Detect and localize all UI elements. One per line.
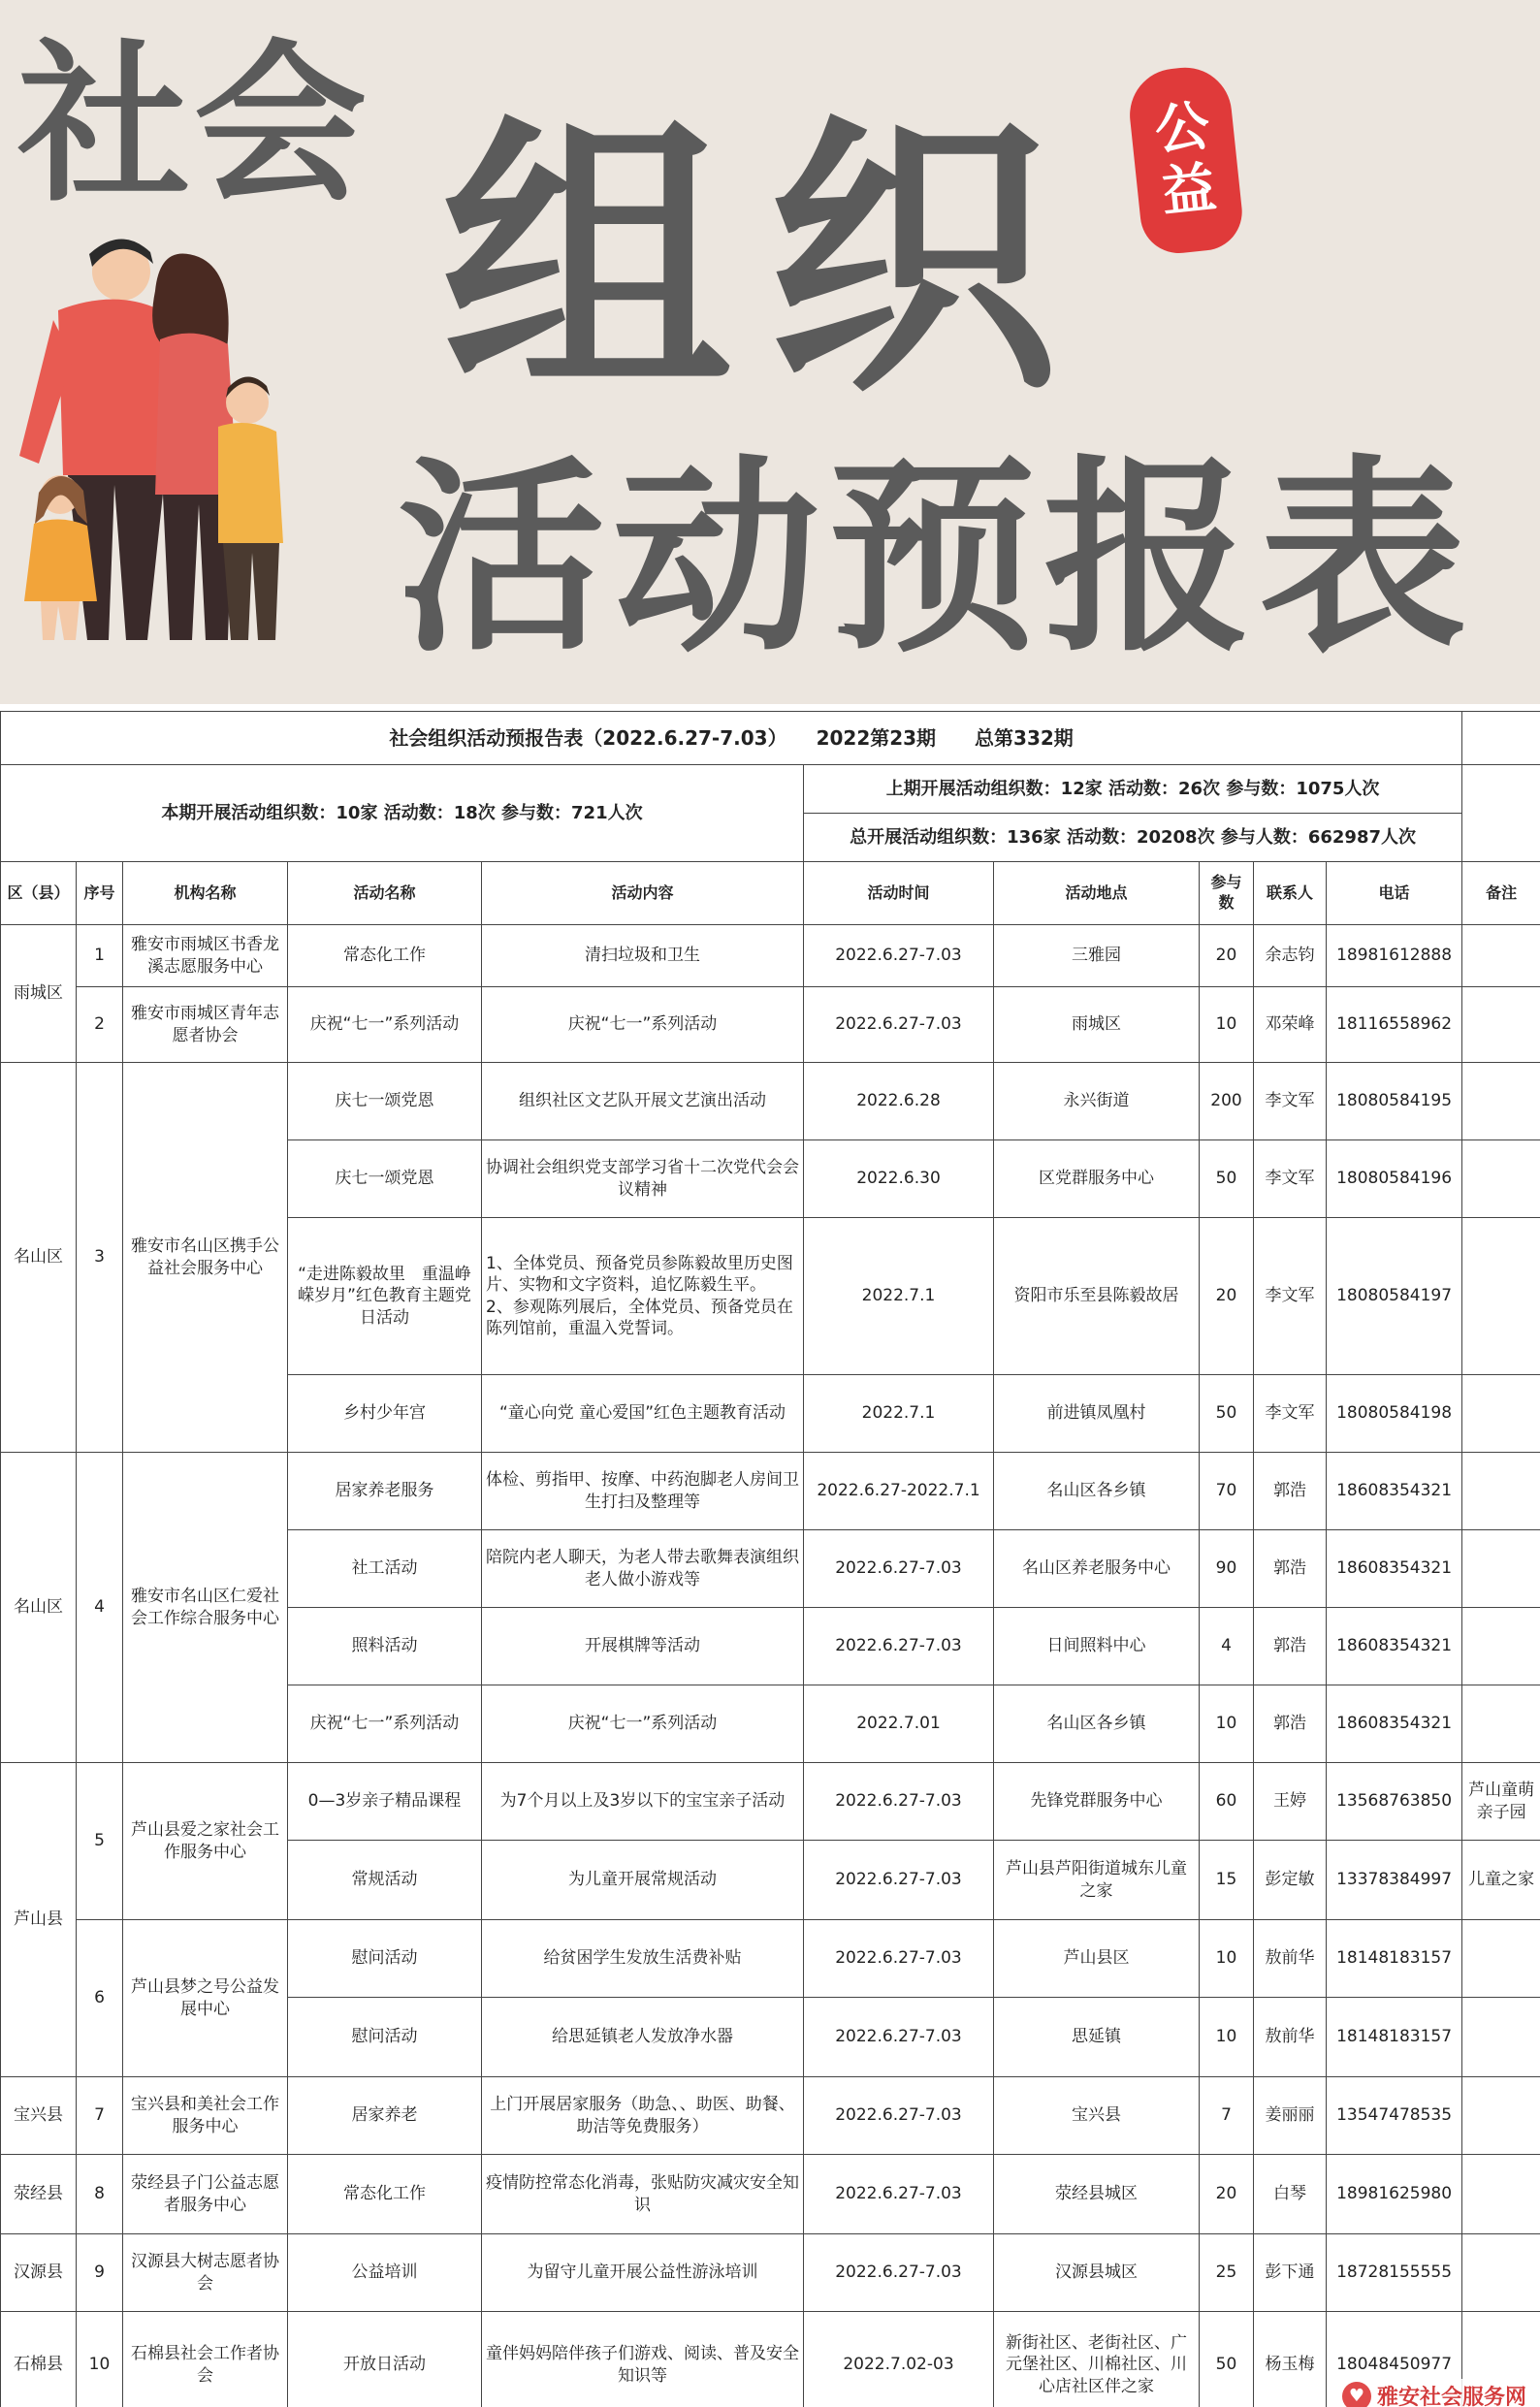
participant-count: 20 bbox=[1200, 1218, 1254, 1375]
organization-name: 芦山县爱之家社会工作服务中心 bbox=[123, 1763, 288, 1920]
contact-person: 敖前华 bbox=[1254, 1920, 1327, 1998]
column-header: 活动时间 bbox=[804, 862, 994, 925]
organization-name: 雅安市名山区仁爱社会工作综合服务中心 bbox=[123, 1453, 288, 1763]
district-cell: 芦山县 bbox=[1, 1763, 77, 2077]
activity-name: 照料活动 bbox=[288, 1608, 482, 1685]
district-cell: 石棉县 bbox=[1, 2312, 77, 2407]
organization-name: 石棉县社会工作者协会 bbox=[123, 2312, 288, 2407]
district-cell: 名山区 bbox=[1, 1453, 77, 1763]
contact-person: 李文军 bbox=[1254, 1375, 1327, 1453]
activity-name: 0—3岁亲子精品课程 bbox=[288, 1763, 482, 1841]
activity-time: 2022.7.1 bbox=[804, 1375, 994, 1453]
contact-person: 余志钧 bbox=[1254, 925, 1327, 987]
activity-content: 庆祝“七一”系列活动 bbox=[482, 1685, 804, 1763]
contact-person: 姜丽丽 bbox=[1254, 2077, 1327, 2155]
activity-place: 永兴街道 bbox=[994, 1063, 1200, 1140]
table-row bbox=[1, 925, 1540, 987]
contact-person: 白琴 bbox=[1254, 2155, 1327, 2234]
serial-number: 6 bbox=[77, 1920, 123, 2077]
table-row bbox=[1, 1063, 1540, 1140]
participant-count: 70 bbox=[1200, 1453, 1254, 1530]
remark bbox=[1462, 1218, 1540, 1375]
participant-count: 50 bbox=[1200, 1375, 1254, 1453]
activity-name: 慰问活动 bbox=[288, 1920, 482, 1998]
family-illustration bbox=[0, 233, 320, 659]
table-row bbox=[1, 1763, 1540, 1841]
activity-place: 名山区养老服务中心 bbox=[994, 1530, 1200, 1608]
activity-place: 荥经县城区 bbox=[994, 2155, 1200, 2234]
activity-time: 2022.7.01 bbox=[804, 1685, 994, 1763]
activity-time: 2022.6.27-7.03 bbox=[804, 1530, 994, 1608]
activity-place: 名山区各乡镇 bbox=[994, 1453, 1200, 1530]
activity-time: 2022.6.27-7.03 bbox=[804, 2077, 994, 2155]
participant-count: 90 bbox=[1200, 1530, 1254, 1608]
banner-title-line1: 社会 bbox=[17, 24, 370, 225]
serial-number: 5 bbox=[77, 1763, 123, 1920]
contact-person: 郭浩 bbox=[1254, 1685, 1327, 1763]
summary-row-1 bbox=[1, 765, 1540, 814]
column-header: 活动地点 bbox=[994, 862, 1200, 925]
activity-content: 陪院内老人聊天，为老人带去歌舞表演组织老人做小游戏等 bbox=[482, 1530, 804, 1608]
phone-number: 18608354321 bbox=[1327, 1453, 1462, 1530]
activity-place: 芦山县芦阳街道城东儿童之家 bbox=[994, 1841, 1200, 1920]
contact-person: 王婷 bbox=[1254, 1763, 1327, 1841]
table-row bbox=[1, 987, 1540, 1063]
activity-place: 日间照料中心 bbox=[994, 1608, 1200, 1685]
column-header-row bbox=[1, 862, 1540, 925]
phone-number: 18608354321 bbox=[1327, 1685, 1462, 1763]
participant-count: 15 bbox=[1200, 1841, 1254, 1920]
title-blank-cell bbox=[1462, 712, 1540, 765]
activity-name: 开放日活动 bbox=[288, 2312, 482, 2407]
activity-time: 2022.6.27-7.03 bbox=[804, 2234, 994, 2312]
activity-name: 常规活动 bbox=[288, 1841, 482, 1920]
table-row bbox=[1, 2155, 1540, 2234]
activity-content: “童心向党 童心爱国”红色主题教育活动 bbox=[482, 1375, 804, 1453]
activity-time: 2022.6.27-7.03 bbox=[804, 1841, 994, 1920]
remark bbox=[1462, 1530, 1540, 1608]
phone-number: 18048450977 bbox=[1327, 2312, 1462, 2407]
activity-place: 三雅园 bbox=[994, 925, 1200, 987]
phone-number: 18148183157 bbox=[1327, 1998, 1462, 2077]
organization-name: 雅安市雨城区书香龙溪志愿服务中心 bbox=[123, 925, 288, 987]
activity-place: 前进镇凤凰村 bbox=[994, 1375, 1200, 1453]
contact-person: 邓荣峰 bbox=[1254, 987, 1327, 1063]
organization-name: 雅安市雨城区青年志愿者协会 bbox=[123, 987, 288, 1063]
activity-name: 居家养老 bbox=[288, 2077, 482, 2155]
column-header: 联系人 bbox=[1254, 862, 1327, 925]
table-row bbox=[1, 2234, 1540, 2312]
public-welfare-stamp bbox=[1125, 63, 1245, 257]
serial-number: 3 bbox=[77, 1063, 123, 1453]
column-header: 电话 bbox=[1327, 862, 1462, 925]
participant-count: 10 bbox=[1200, 987, 1254, 1063]
contact-person: 郭浩 bbox=[1254, 1608, 1327, 1685]
serial-number: 1 bbox=[77, 925, 123, 987]
column-header: 参与数 bbox=[1200, 862, 1254, 925]
organization-name: 雅安市名山区携手公益社会服务中心 bbox=[123, 1063, 288, 1453]
activity-time: 2022.6.27-7.03 bbox=[804, 987, 994, 1063]
phone-number: 13547478535 bbox=[1327, 2077, 1462, 2155]
remark bbox=[1462, 1375, 1540, 1453]
activity-place: 思延镇 bbox=[994, 1998, 1200, 2077]
activity-name: 常态化工作 bbox=[288, 2155, 482, 2234]
table-row bbox=[1, 2077, 1540, 2155]
activity-content: 为7个月以上及3岁以下的宝宝亲子活动 bbox=[482, 1763, 804, 1841]
activity-time: 2022.6.27-7.03 bbox=[804, 1763, 994, 1841]
activity-content: 给思延镇老人发放净水器 bbox=[482, 1998, 804, 2077]
activity-time: 2022.6.27-7.03 bbox=[804, 2155, 994, 2234]
phone-number: 18080584196 bbox=[1327, 1140, 1462, 1218]
participant-count: 10 bbox=[1200, 1920, 1254, 1998]
serial-number: 4 bbox=[77, 1453, 123, 1763]
activity-name: 公益培训 bbox=[288, 2234, 482, 2312]
report-title-row bbox=[1, 712, 1540, 765]
contact-person: 李文军 bbox=[1254, 1063, 1327, 1140]
phone-number: 18981625980 bbox=[1327, 2155, 1462, 2234]
activity-place: 汉源县城区 bbox=[994, 2234, 1200, 2312]
contact-person: 郭浩 bbox=[1254, 1453, 1327, 1530]
watermark-text: 雅安社会服务网 bbox=[1376, 2386, 1526, 2407]
activity-content: 协调社会组织党支部学习省十二次党代会会议精神 bbox=[482, 1140, 804, 1218]
activity-content: 童伴妈妈陪伴孩子们游戏、阅读、普及安全知识等 bbox=[482, 2312, 804, 2407]
participant-count: 200 bbox=[1200, 1063, 1254, 1140]
heart-icon: ♥ bbox=[1342, 2382, 1371, 2407]
serial-number: 9 bbox=[77, 2234, 123, 2312]
activity-place: 宝兴县 bbox=[994, 2077, 1200, 2155]
participant-count: 60 bbox=[1200, 1763, 1254, 1841]
organization-name: 宝兴县和美社会工作服务中心 bbox=[123, 2077, 288, 2155]
activity-content: 疫情防控常态化消毒，张贴防灾减灾安全知识 bbox=[482, 2155, 804, 2234]
activity-content: 为留守儿童开展公益性游泳培训 bbox=[482, 2234, 804, 2312]
activity-time: 2022.6.27-7.03 bbox=[804, 1998, 994, 2077]
table-row bbox=[1, 2312, 1540, 2407]
participant-count: 25 bbox=[1200, 2234, 1254, 2312]
column-header: 活动名称 bbox=[288, 862, 482, 925]
activity-content: 开展棋牌等活动 bbox=[482, 1608, 804, 1685]
activity-time: 2022.7.1 bbox=[804, 1218, 994, 1375]
phone-number: 13568763850 bbox=[1327, 1763, 1462, 1841]
activity-content: 上门开展居家服务（助急、、助医、助餐、助洁等免费服务） bbox=[482, 2077, 804, 2155]
table-row bbox=[1, 1453, 1540, 1530]
district-cell: 汉源县 bbox=[1, 2234, 77, 2312]
remark bbox=[1462, 2234, 1540, 2312]
total-summary: 总开展活动组织数：136家 活动数：20208次 参与人数：662987人次 bbox=[804, 814, 1462, 862]
remark bbox=[1462, 1920, 1540, 1998]
activity-name: “走进陈毅故里 重温峥嵘岁月”红色教育主题党日活动 bbox=[288, 1218, 482, 1375]
district-cell: 宝兴县 bbox=[1, 2077, 77, 2155]
district-cell: 荥经县 bbox=[1, 2155, 77, 2234]
activity-time: 2022.6.27-7.03 bbox=[804, 1920, 994, 1998]
contact-person: 杨玉梅 bbox=[1254, 2312, 1327, 2407]
remark bbox=[1462, 1998, 1540, 2077]
contact-person: 敖前华 bbox=[1254, 1998, 1327, 2077]
activity-time: 2022.7.02-03 bbox=[804, 2312, 994, 2407]
participant-count: 7 bbox=[1200, 2077, 1254, 2155]
activity-name: 庆祝“七一”系列活动 bbox=[288, 1685, 482, 1763]
phone-number: 18728155555 bbox=[1327, 2234, 1462, 2312]
activity-name: 常态化工作 bbox=[288, 925, 482, 987]
phone-number: 18608354321 bbox=[1327, 1608, 1462, 1685]
remark bbox=[1462, 2077, 1540, 2155]
column-header: 备注 bbox=[1462, 862, 1540, 925]
activity-content: 庆祝“七一”系列活动 bbox=[482, 987, 804, 1063]
banner-title-line2: 组织 bbox=[441, 92, 1093, 431]
table-row bbox=[1, 1920, 1540, 1998]
activity-name: 慰问活动 bbox=[288, 1998, 482, 2077]
organization-name: 荥经县子门公益志愿者服务中心 bbox=[123, 2155, 288, 2234]
phone-number: 18608354321 bbox=[1327, 1530, 1462, 1608]
district-cell: 名山区 bbox=[1, 1063, 77, 1453]
phone-number: 18080584197 bbox=[1327, 1218, 1462, 1375]
activity-content: 体检、剪指甲、按摩、中药泡脚老人房间卫生打扫及整理等 bbox=[482, 1453, 804, 1530]
phone-number: 18148183157 bbox=[1327, 1920, 1462, 1998]
organization-name: 芦山县梦之号公益发展中心 bbox=[123, 1920, 288, 2077]
site-watermark bbox=[1336, 2379, 1532, 2407]
activity-report-table bbox=[0, 711, 1540, 2407]
activity-time: 2022.6.27-2022.7.1 bbox=[804, 1453, 994, 1530]
activity-time: 2022.6.27-7.03 bbox=[804, 1608, 994, 1685]
serial-number: 8 bbox=[77, 2155, 123, 2234]
participant-count: 10 bbox=[1200, 1998, 1254, 2077]
activity-place: 雨城区 bbox=[994, 987, 1200, 1063]
column-header: 机构名称 bbox=[123, 862, 288, 925]
column-header: 活动内容 bbox=[482, 862, 804, 925]
banner-title-line3: 活动预报表 bbox=[398, 438, 1474, 680]
phone-number: 18080584195 bbox=[1327, 1063, 1462, 1140]
remark bbox=[1462, 1140, 1540, 1218]
remark bbox=[1462, 1063, 1540, 1140]
remark bbox=[1462, 1685, 1540, 1763]
contact-person: 彭下通 bbox=[1254, 2234, 1327, 2312]
activity-content: 清扫垃圾和卫生 bbox=[482, 925, 804, 987]
this-period-summary: 本期开展活动组织数：10家 活动数：18次 参与数：721人次 bbox=[1, 765, 804, 862]
activity-name: 社工活动 bbox=[288, 1530, 482, 1608]
remark bbox=[1462, 2155, 1540, 2234]
activity-name: 庆七一颂党恩 bbox=[288, 1063, 482, 1140]
participant-count: 20 bbox=[1200, 925, 1254, 987]
activity-name: 庆七一颂党恩 bbox=[288, 1140, 482, 1218]
activity-place: 新街社区、老街社区、广元堡社区、川棉社区、川心店社区伴之家 bbox=[994, 2312, 1200, 2407]
contact-person: 郭浩 bbox=[1254, 1530, 1327, 1608]
phone-number: 13378384997 bbox=[1327, 1841, 1462, 1920]
participant-count: 4 bbox=[1200, 1608, 1254, 1685]
activity-time: 2022.6.28 bbox=[804, 1063, 994, 1140]
organization-name: 汉源县大树志愿者协会 bbox=[123, 2234, 288, 2312]
activity-name: 居家养老服务 bbox=[288, 1453, 482, 1530]
column-header: 序号 bbox=[77, 862, 123, 925]
last-period-summary: 上期开展活动组织数：12家 活动数：26次 参与数：1075人次 bbox=[804, 765, 1462, 814]
participant-count: 10 bbox=[1200, 1685, 1254, 1763]
serial-number: 10 bbox=[77, 2312, 123, 2407]
activity-content: 给贫困学生发放生活费补贴 bbox=[482, 1920, 804, 1998]
activity-place: 先锋党群服务中心 bbox=[994, 1763, 1200, 1841]
activity-place: 资阳市乐至县陈毅故居 bbox=[994, 1218, 1200, 1375]
contact-person: 李文军 bbox=[1254, 1218, 1327, 1375]
activity-content: 组织社区文艺队开展文艺演出活动 bbox=[482, 1063, 804, 1140]
remark bbox=[1462, 987, 1540, 1063]
summary-blank-cell bbox=[1462, 765, 1540, 862]
activity-place: 名山区各乡镇 bbox=[994, 1685, 1200, 1763]
participant-count: 50 bbox=[1200, 2312, 1254, 2407]
stamp-char-2: 益 bbox=[1158, 156, 1220, 225]
remark bbox=[1462, 1453, 1540, 1530]
activity-time: 2022.6.27-7.03 bbox=[804, 925, 994, 987]
activity-name: 乡村少年宫 bbox=[288, 1375, 482, 1453]
serial-number: 7 bbox=[77, 2077, 123, 2155]
participant-count: 20 bbox=[1200, 2155, 1254, 2234]
activity-content: 为儿童开展常规活动 bbox=[482, 1841, 804, 1920]
contact-person: 彭定敏 bbox=[1254, 1841, 1327, 1920]
activity-content: 1、全体党员、预备党员参陈毅故里历史图片、实物和文字资料，追忆陈毅生平。 2、参观陈列展后，全体党员、预备党员在陈列馆前，重温入党誓词。 bbox=[482, 1218, 804, 1375]
phone-number: 18080584198 bbox=[1327, 1375, 1462, 1453]
banner bbox=[0, 0, 1540, 704]
serial-number: 2 bbox=[77, 987, 123, 1063]
stamp-char-1: 公 bbox=[1151, 94, 1213, 163]
activity-place: 芦山县区 bbox=[994, 1920, 1200, 1998]
phone-number: 18116558962 bbox=[1327, 987, 1462, 1063]
remark bbox=[1462, 925, 1540, 987]
report-table-wrapper bbox=[0, 711, 1540, 2407]
contact-person: 李文军 bbox=[1254, 1140, 1327, 1218]
activity-time: 2022.6.30 bbox=[804, 1140, 994, 1218]
remark bbox=[1462, 1608, 1540, 1685]
district-cell: 雨城区 bbox=[1, 925, 77, 1063]
column-header: 区（县） bbox=[1, 862, 77, 925]
remark: 芦山童萌亲子园 bbox=[1462, 1763, 1540, 1841]
report-title: 社会组织活动预报告表（2022.6.27-7.03） 2022第23期 总第332期 bbox=[1, 712, 1462, 765]
remark: 儿童之家 bbox=[1462, 1841, 1540, 1920]
phone-number: 18981612888 bbox=[1327, 925, 1462, 987]
activity-place: 区党群服务中心 bbox=[994, 1140, 1200, 1218]
activity-name: 庆祝“七一”系列活动 bbox=[288, 987, 482, 1063]
participant-count: 50 bbox=[1200, 1140, 1254, 1218]
